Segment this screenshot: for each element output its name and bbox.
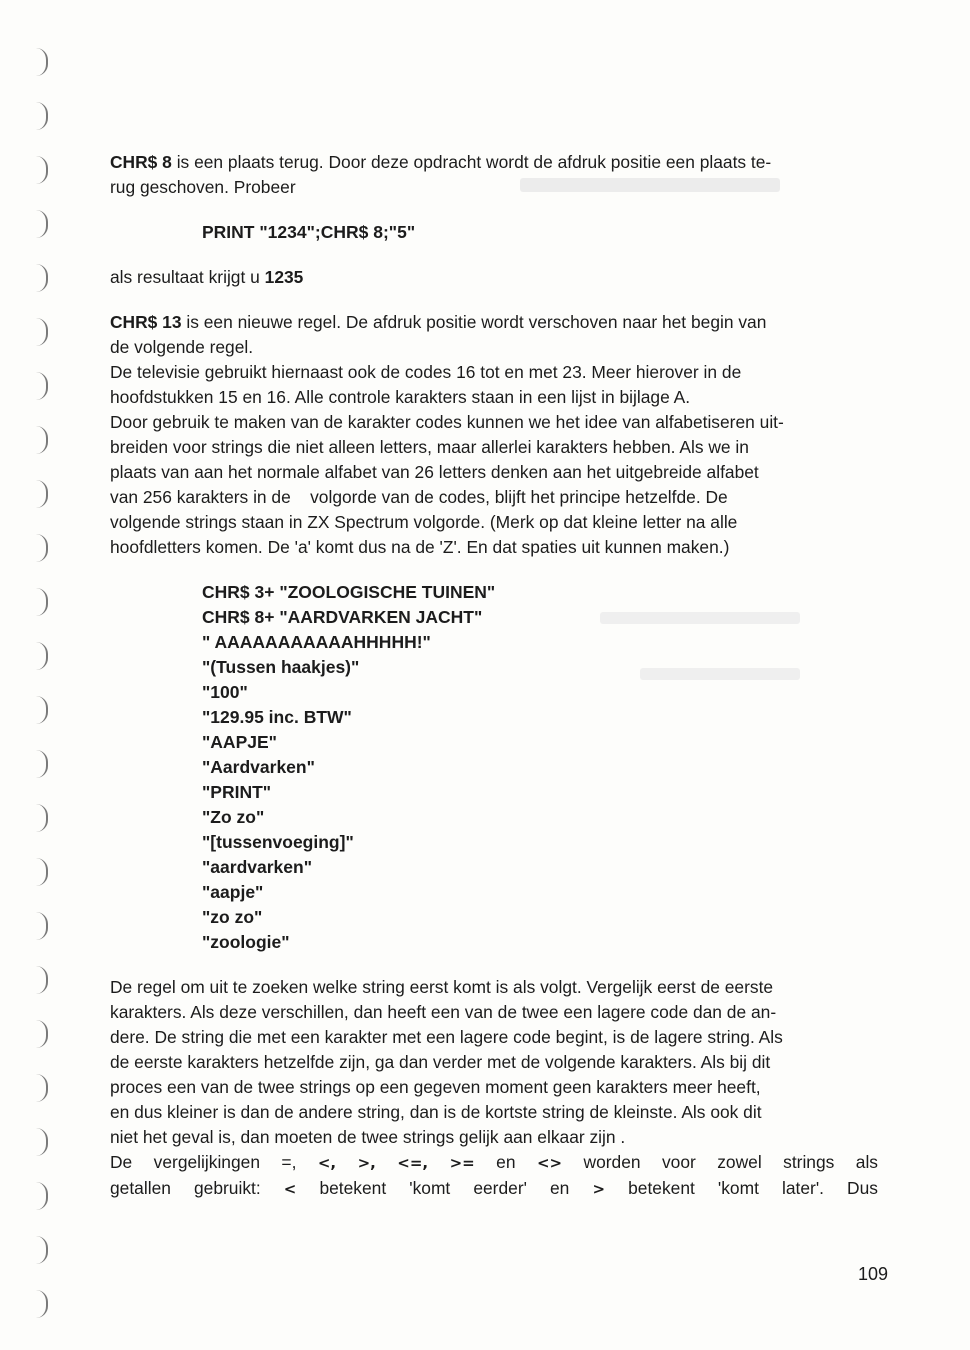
binding-ring-icon (36, 966, 48, 994)
keyword-chr13: CHR$ 13 (110, 312, 182, 332)
binding-ring-icon (36, 1290, 48, 1318)
operator-gt: >, (357, 1154, 376, 1172)
rule-line: de eerste karakters hetzelfde zijn, ga dan verder met de volgende karakters. Als bij dit (110, 1052, 771, 1072)
string-item: "[tussenvoeging]" (202, 832, 354, 852)
binding-ring-icon (36, 156, 48, 184)
chr13-line: Door gebruik te maken van de karakter codes kunnen we het idee van alfabetiseren uit- (110, 412, 784, 432)
rule-line: en dus kleiner is dan de andere string, dan is de kortste string de kleinste. Als ook dit (110, 1102, 762, 1122)
result-value: 1235 (264, 267, 304, 287)
string-item: "zo zo" (202, 907, 263, 927)
chr13-line: plaats van aan het normale alfabet van 26 letters denken aan het uitgebreide alfabet (110, 462, 759, 482)
string-item: "aapje" (202, 882, 264, 902)
paragraph-result (110, 265, 878, 290)
less-than-symbol: < (283, 1180, 297, 1198)
rule-line: proces een van de twee strings op een gegeven moment geen karakters meer heeft, (110, 1077, 761, 1097)
binding-ring-icon (36, 588, 48, 616)
chr13-line: De televisie gebruikt hiernaast ook de codes 16 tot en met 23. Meer hierover in de (110, 362, 742, 382)
comparison-intro: De vergelijkingen (110, 1152, 282, 1172)
strings-list (202, 580, 878, 955)
string-item: "Zo zo" (202, 807, 265, 827)
string-item: "zoologie" (202, 932, 290, 952)
chr13-line: volgende strings staan in ZX Spectrum volgorde. (Merk op dat kleine letter na alle (110, 512, 738, 532)
comparison-meaning-line (110, 1176, 878, 1202)
string-item: "129.95 inc. BTW" (202, 707, 352, 727)
result-text: als resultaat krijgt u (110, 267, 265, 287)
binding-ring-icon (36, 1182, 48, 1210)
binding-ring-icon (36, 1074, 48, 1102)
meaning-text: getallen gebruikt: (110, 1178, 284, 1198)
string-item: " AAAAAAAAAAAHHHHH!" (202, 632, 431, 652)
meaning-text: betekent 'komt later'. Dus (628, 1178, 878, 1198)
string-item: "100" (202, 682, 248, 702)
binding-ring-icon (36, 1020, 48, 1048)
paragraph-chr8 (110, 150, 878, 200)
page-body (110, 150, 878, 1202)
string-item: "aardvarken" (202, 857, 312, 877)
binding-ring-icon (36, 696, 48, 724)
string-item: "(Tussen haakjes)" (202, 657, 360, 677)
operator-eq: =, (281, 1152, 297, 1172)
binding-ring-icon (36, 750, 48, 778)
string-item: "Aardvarken" (202, 757, 315, 777)
string-item: CHR$ 3+ "ZOOLOGISCHE TUINEN" (202, 582, 496, 602)
rule-line: De regel om uit te zoeken welke string eerst komt is als volgt. Vergelijk eerst de eerste (110, 977, 774, 997)
binding-ring-icon (36, 804, 48, 832)
paragraph-chr8-text: is een plaats terug. Door deze opdracht wordt de afdruk positie een plaats te- (171, 152, 772, 172)
code-example-print: PRINT "1234";CHR$ 8;"5" (202, 222, 416, 242)
spiral-binding (14, 30, 54, 1330)
binding-ring-icon (36, 210, 48, 238)
keyword-chr8: CHR$ 8 (110, 152, 172, 172)
string-item: CHR$ 8+ "AARDVARKEN JACHT" (202, 607, 483, 627)
paragraph-comparison-rule (110, 975, 878, 1202)
binding-ring-icon (36, 318, 48, 346)
chr13-line: is een nieuwe regel. De afdruk positie wordt verschoven naar het begin van (181, 312, 767, 332)
binding-ring-icon (36, 102, 48, 130)
operator-ne: <> (536, 1154, 563, 1172)
rule-line: karakters. Als deze verschillen, dan heeft een van de twee een lagere code dan de an- (110, 1002, 777, 1022)
chr13-line: hoofdletters komen. De 'a' komt dus na de 'Z'. En dat spaties uit kunnen maken.) (110, 537, 730, 557)
binding-ring-icon (36, 1128, 48, 1156)
binding-ring-icon (36, 264, 48, 292)
binding-ring-icon (36, 858, 48, 886)
binding-ring-icon (36, 372, 48, 400)
chr13-line: breiden voor strings die niet alleen letters, maar allerlei karakters hebben. Als we in (110, 437, 749, 457)
string-item: "AAPJE" (202, 732, 277, 752)
paragraph-chr8-text-2: rug geschoven. Probeer (110, 177, 296, 197)
rule-line: niet het geval is, dan moeten de twee strings gelijk aan elkaar zijn . (110, 1127, 626, 1147)
binding-ring-icon (36, 426, 48, 454)
page-number: 109 (857, 1264, 888, 1284)
binding-ring-icon (36, 912, 48, 940)
chr13-line: hoofdstukken 15 en 16. Alle controle karakters staan in een lijst in bijlage A. (110, 387, 691, 407)
comparison-tail: worden voor zowel strings als (583, 1152, 878, 1172)
operator-lt: <, (317, 1154, 337, 1172)
chr13-line: van 256 karakters in de volgorde van de codes, blijft het principe hetzelfde. De (110, 487, 728, 507)
operator-ge: >= (449, 1154, 475, 1172)
binding-ring-icon (36, 1236, 48, 1264)
binding-ring-icon (36, 480, 48, 508)
rule-line: dere. De string die met een karakter met een lagere code begint, is de lagere string. Als (110, 1027, 783, 1047)
paragraph-chr13 (110, 310, 878, 560)
greater-than-symbol: > (592, 1180, 606, 1198)
binding-ring-icon (36, 48, 48, 76)
word-en: en (496, 1152, 516, 1172)
comparison-line (110, 1150, 878, 1176)
chr13-line: de volgende regel. (110, 337, 254, 357)
binding-ring-icon (36, 642, 48, 670)
string-item: "PRINT" (202, 782, 272, 802)
binding-ring-icon (36, 534, 48, 562)
operator-le: <=, (397, 1154, 429, 1172)
meaning-text: betekent 'komt eerder' en (319, 1178, 593, 1198)
